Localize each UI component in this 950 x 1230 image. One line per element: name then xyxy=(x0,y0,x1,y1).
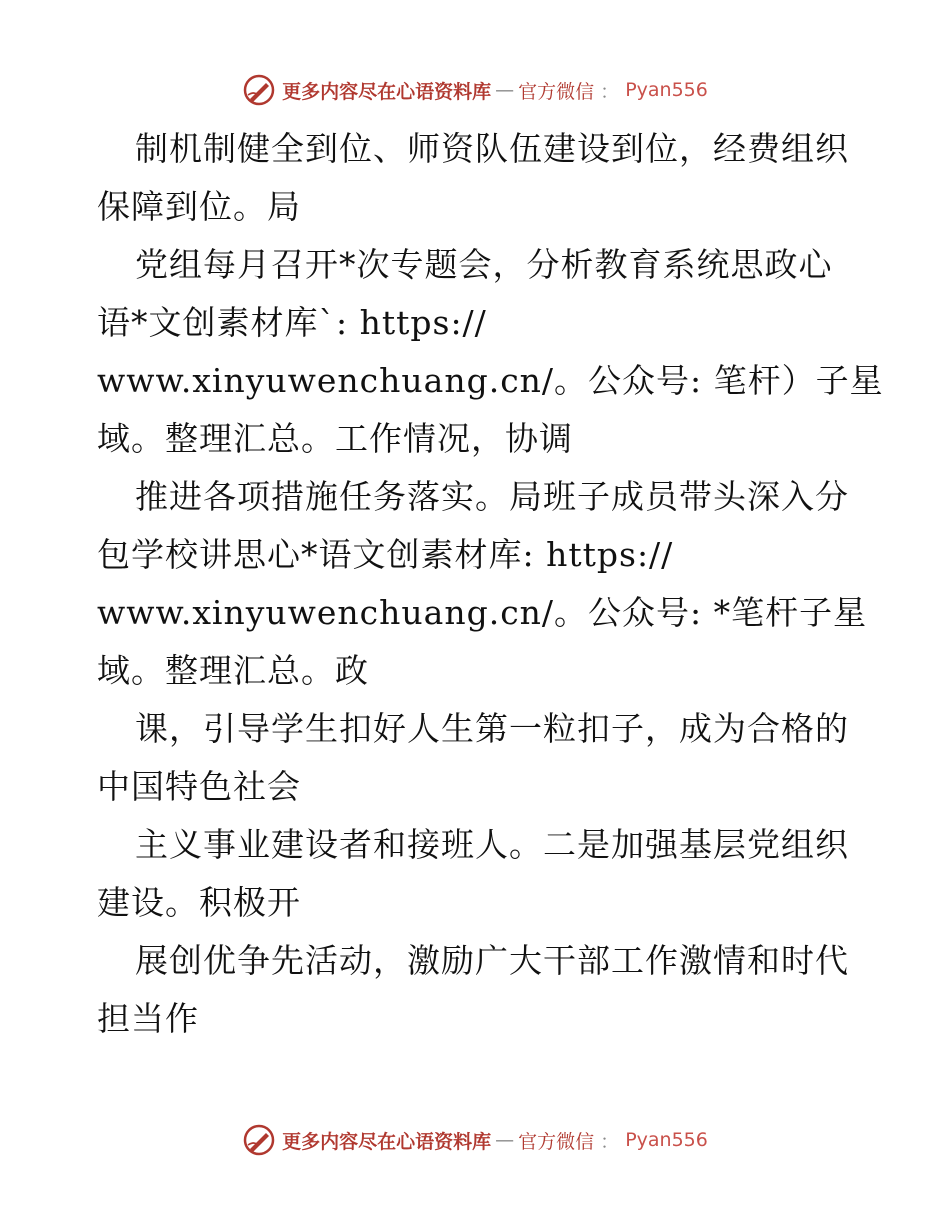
header-banner xyxy=(0,70,950,110)
footer-banner xyxy=(0,1120,950,1160)
paragraph-line: 中国特色社会 xyxy=(97,767,301,806)
document-body xyxy=(97,120,884,1048)
paragraph-line: 保障到位。局 xyxy=(97,187,301,226)
paragraph-line: 建设。积极开 xyxy=(97,883,301,922)
banner-promo-text: 更多内容尽在心语资料库 xyxy=(282,1130,492,1153)
paragraph-line: www.xinyuwenchuang.cn/。公众号: 笔杆）子星 xyxy=(97,361,884,400)
paragraph-line: 担当作 xyxy=(97,999,199,1038)
quill-logo-icon xyxy=(242,1123,276,1157)
banner-separator: ： xyxy=(600,80,620,103)
banner-wechat-id: Pyan556 xyxy=(625,1129,708,1151)
paragraph-line: 域。整理汇总。工作情况，协调 xyxy=(97,419,573,458)
banner-dash: — xyxy=(495,79,515,101)
paragraph-line: 包学校讲思心*语文创素材库: https:// xyxy=(97,535,674,574)
paragraph-line: 语*文创素材库`: https:// xyxy=(97,303,487,342)
paragraph-line: 域。整理汇总。政 xyxy=(97,651,369,690)
banner-wechat-label: 官方微信 xyxy=(518,1130,595,1153)
banner-wechat-label: 官方微信 xyxy=(518,80,595,103)
paragraph-line: 制机制健全到位、师资队伍建设到位，经费组织 xyxy=(135,129,849,168)
paragraph-line: www.xinyuwenchuang.cn/。公众号: *笔杆子星 xyxy=(97,593,868,632)
paragraph-line: 党组每月召开*次专题会，分析教育系统思政心 xyxy=(135,245,833,284)
banner-promo-text: 更多内容尽在心语资料库 xyxy=(282,80,492,103)
paragraph-line: 主义事业建设者和接班人。二是加强基层党组织 xyxy=(135,825,849,864)
paragraph-line: 推进各项措施任务落实。局班子成员带头深入分 xyxy=(135,477,849,516)
banner-dash: — xyxy=(495,1129,515,1151)
quill-logo-icon xyxy=(242,73,276,107)
banner-wechat-id: Pyan556 xyxy=(625,79,708,101)
paragraph-line: 课，引导学生扣好人生第一粒扣子，成为合格的 xyxy=(135,709,849,748)
paragraph-line: 展创优争先活动，激励广大干部工作激情和时代 xyxy=(135,941,849,980)
banner-separator: ： xyxy=(600,1130,620,1153)
